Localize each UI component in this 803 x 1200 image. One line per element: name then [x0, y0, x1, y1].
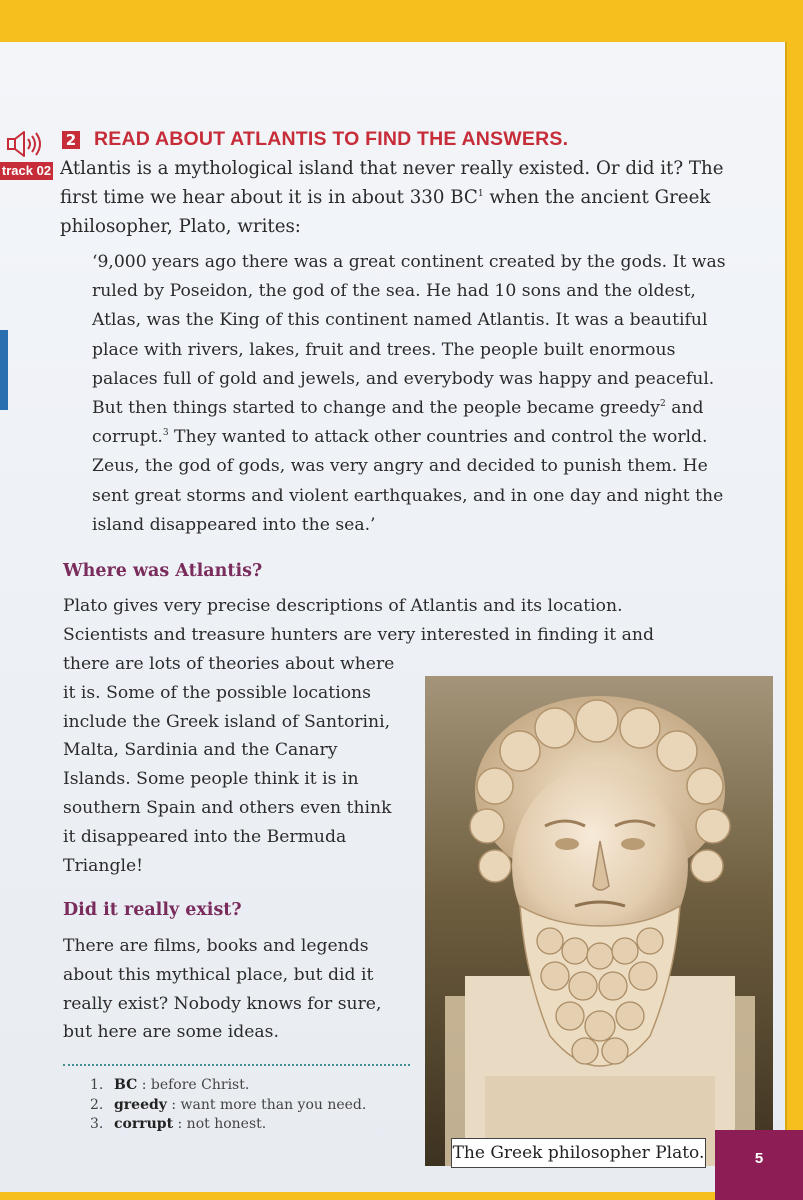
plato-bust-illustration — [425, 676, 773, 1166]
quote-line — [92, 394, 732, 423]
quote-text: They wanted to attack other countries and control the world. — [168, 427, 708, 448]
quote-line — [92, 423, 732, 452]
footnote-ref-2: 2 — [660, 399, 666, 410]
quote-line: place with rivers, lakes, fruit and trees. The people built enormous — [92, 339, 676, 360]
page-edge-strip — [0, 330, 8, 410]
exist-line: There are films, books and legends — [63, 936, 369, 956]
where-paragraph-column — [63, 650, 418, 880]
photo-caption: The Greek philosopher Plato. — [451, 1138, 706, 1168]
section-heading: READ ABOUT ATLANTIS TO FIND THE ANSWERS. — [94, 128, 569, 150]
where-line: Malta, Sardinia and the Canary — [63, 740, 338, 761]
quote-line: ‘9,000 years ago there was a great continent created by the gods. It was — [92, 252, 726, 272]
speaker-icon[interactable] — [6, 128, 46, 160]
footnotes-list — [90, 1076, 366, 1135]
quote-line: island disappeared into the sea.’ — [92, 514, 376, 535]
quote-line: Zeus, the god of gods, was very angry and decided to punish them. He — [92, 456, 708, 477]
footnote-item — [90, 1096, 366, 1116]
plato-bust-photo — [425, 676, 773, 1166]
where-line: Islands. Some people think it is in — [63, 769, 359, 790]
intro-text: first time we hear about it is in about 330 BC — [60, 187, 478, 208]
where-line: Scientists and treasure hunters are very interested in finding it and — [63, 625, 654, 645]
where-line: it disappeared into the Bermuda — [63, 826, 347, 847]
audio-track-label[interactable]: track 02 — [1, 163, 52, 178]
footnote-item — [90, 1115, 366, 1135]
quote-text: and — [665, 398, 704, 419]
exist-line: about this mythical place, but did it — [63, 964, 374, 985]
where-line: Triangle! — [63, 855, 144, 876]
where-line: southern Spain and others even think — [63, 797, 392, 818]
quote-line: palaces full of gold and jewels, and everybody was happy and peaceful. — [92, 368, 715, 389]
footnote-ref-1: 1 — [477, 189, 484, 199]
footnote-definition: : want more than you need. — [166, 1096, 367, 1113]
where-line: Plato gives very precise descriptions of Atlantis and its location. — [63, 596, 623, 616]
intro-paragraph — [60, 154, 750, 241]
quote-line: sent great storms and violent earthquakes, and in one day and night the — [92, 485, 724, 506]
exist-paragraph — [63, 932, 418, 1047]
footnote-definition: : before Christ. — [137, 1077, 250, 1093]
intro-text: when the ancient Greek — [483, 187, 711, 208]
quote-line: ruled by Poseidon, the god of the sea. He had 10 sons and the oldest, — [92, 281, 696, 302]
quote-text: corrupt. — [92, 427, 163, 448]
footnote-number: 1. — [90, 1077, 104, 1093]
where-line: include the Greek island of Santorini, — [63, 711, 391, 732]
where-line: there are lots of theories about where — [63, 654, 395, 674]
exist-line: really exist? Nobody knows for sure, — [63, 993, 382, 1014]
where-heading: Where was Atlantis? — [63, 561, 263, 581]
quote-text: But then things started to change and the people became greedy — [92, 398, 660, 419]
quote-line: Atlas, was the King of this continent named Atlantis. It was a beautiful — [92, 310, 708, 331]
footnote-ref-3: 3 — [162, 428, 169, 439]
footnote-definition: : not honest. — [173, 1116, 267, 1132]
plato-quote — [92, 248, 732, 540]
section-number-badge: 2 — [62, 131, 80, 149]
page-number: 5 — [715, 1130, 803, 1200]
intro-line: Atlantis is a mythological island that never really existed. Or did it? The — [60, 158, 724, 179]
footnote-term: BC — [114, 1077, 138, 1093]
exist-heading: Did it really exist? — [63, 900, 242, 920]
exist-line: but here are some ideas. — [63, 1022, 279, 1043]
footnote-term: greedy — [114, 1096, 167, 1113]
footnote-item — [90, 1076, 366, 1096]
where-paragraph — [63, 592, 773, 650]
footnote-number: 2. — [90, 1096, 104, 1113]
where-line: it is. Some of the possible locations — [63, 682, 371, 703]
intro-line — [60, 183, 750, 212]
footnote-divider — [63, 1064, 410, 1066]
footnote-term: corrupt — [114, 1116, 174, 1132]
footnote-number: 3. — [90, 1116, 104, 1132]
intro-line: philosopher, Plato, writes: — [60, 216, 301, 237]
